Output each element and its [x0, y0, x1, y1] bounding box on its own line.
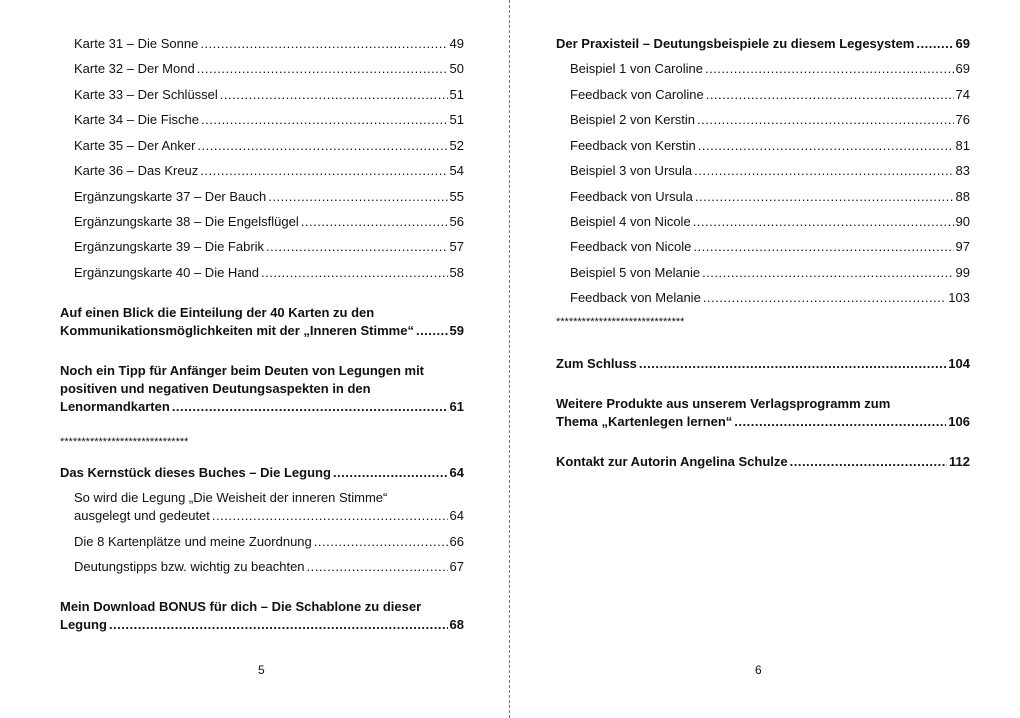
toc-entry-page: 52: [449, 138, 464, 153]
toc-entry-page: 104: [948, 356, 970, 371]
left-page: [0, 0, 509, 718]
toc-entry[interactable]: [74, 238, 464, 256]
toc-entry-page: 99: [955, 265, 970, 280]
dot-leader: [702, 264, 953, 282]
toc-entry-page: 64: [449, 465, 464, 480]
toc-heading-line: Lenormandkarten: [60, 399, 170, 414]
toc-entry[interactable]: [570, 111, 970, 129]
toc-entry-label: Feedback von Nicole: [570, 239, 692, 254]
toc-entry[interactable]: [570, 213, 970, 231]
toc-entry-page: 74: [955, 87, 970, 102]
dot-leader: [109, 616, 448, 634]
toc-heading-practice[interactable]: [556, 35, 970, 53]
toc-entry[interactable]: [570, 188, 970, 206]
toc-heading-label: Zum Schluss: [556, 356, 637, 371]
toc-entry[interactable]: [74, 35, 464, 53]
toc-entry-label: Ergänzungskarte 37 – Der Bauch: [74, 189, 267, 204]
dot-leader: [693, 213, 954, 231]
toc-entry-label: Feedback von Melanie: [570, 290, 701, 305]
toc-entry-label: Feedback von Ursula: [570, 189, 693, 204]
toc-entry-label: Beispiel 4 von Nicole: [570, 214, 691, 229]
toc-entry-page: 88: [955, 189, 970, 204]
right-page: [510, 0, 1020, 718]
toc-entry-page: 97: [955, 239, 970, 254]
toc-entry-page: 67: [449, 559, 464, 574]
toc-entry-page: 103: [948, 290, 970, 305]
toc-entry-label: Karte 35 – Der Anker: [74, 138, 196, 153]
toc-entry[interactable]: [570, 86, 970, 104]
toc-entry-page: 81: [955, 138, 970, 153]
toc-entry[interactable]: [570, 264, 970, 282]
toc-entry-page: 76: [955, 112, 970, 127]
toc-heading-line: Noch ein Tipp für Anfänger beim Deuten von Legungen mit: [60, 363, 425, 378]
toc-entry[interactable]: [74, 162, 464, 180]
dot-leader: [266, 238, 447, 256]
toc-entry-label: Feedback von Caroline: [570, 87, 704, 102]
toc-entry-page: 64: [449, 508, 464, 523]
toc-heading-label: Kontakt zur Autorin Angelina Schulze: [556, 454, 788, 469]
dot-leader: [705, 60, 954, 78]
dot-leader: [220, 86, 448, 104]
toc-entry[interactable]: [570, 60, 970, 78]
dot-leader: [301, 213, 448, 231]
toc-entry[interactable]: [570, 238, 970, 256]
dot-leader: [734, 413, 946, 431]
toc-entry[interactable]: [74, 137, 464, 155]
toc-entry-page: 55: [449, 189, 464, 204]
dot-leader: [703, 289, 946, 307]
toc-entry-page: 69: [955, 36, 970, 51]
toc-entry-label: Ergänzungskarte 38 – Die Engelsflügel: [74, 214, 299, 229]
dot-leader: [212, 507, 448, 525]
toc-entry-label: Karte 32 – Der Mond: [74, 61, 195, 76]
dot-leader: [693, 238, 953, 256]
toc-entry-page: 106: [948, 414, 970, 429]
toc-heading-contact[interactable]: [556, 453, 970, 471]
toc-entry-laid-out[interactable]: [74, 489, 464, 525]
toc-entry-page: 57: [449, 239, 464, 254]
dot-leader: [697, 111, 954, 129]
dot-leader: [201, 111, 448, 129]
toc-entry-label: Deutungstipps bzw. wichtig zu beachten: [74, 559, 305, 574]
toc-entry-label: Feedback von Kerstin: [570, 138, 696, 153]
toc-heading-line: positiven und negativen Deutungsaspekten in den: [60, 381, 371, 396]
toc-entry[interactable]: [570, 162, 970, 180]
toc-heading-conclusion[interactable]: [556, 355, 970, 373]
toc-entry[interactable]: [570, 137, 970, 155]
toc-heading-line: Mein Download BONUS für dich – Die Schablone zu dieser: [60, 599, 422, 614]
toc-entry-page: 69: [955, 61, 970, 76]
toc-heading-bonus[interactable]: [60, 598, 464, 634]
toc-entry[interactable]: [74, 213, 464, 231]
toc-entry-label: Ergänzungskarte 39 – Die Fabrik: [74, 239, 265, 254]
toc-entry-label: Karte 34 – Die Fische: [74, 112, 200, 127]
toc-entry-page: 58: [449, 265, 464, 280]
star-separator: ******************************: [60, 436, 189, 448]
toc-entry-page: 54: [449, 163, 464, 178]
dot-leader: [706, 86, 954, 104]
toc-entry[interactable]: [74, 533, 464, 551]
dot-leader: [200, 35, 447, 53]
dot-leader: [268, 188, 447, 206]
toc-entry-line: ausgelegt und gedeutet: [74, 508, 210, 523]
toc-entry-page: 61: [449, 399, 464, 414]
star-separator: ******************************: [556, 316, 685, 328]
dot-leader: [172, 398, 448, 416]
dot-leader: [639, 355, 946, 373]
toc-entry-label: Ergänzungskarte 40 – Die Hand: [74, 265, 260, 280]
dot-leader: [200, 162, 447, 180]
toc-heading-line: Legung: [60, 617, 107, 632]
toc-entry[interactable]: [74, 111, 464, 129]
toc-heading-line: Weitere Produkte aus unserem Verlagsprogramm zum: [556, 396, 891, 411]
page-number: 5: [258, 663, 265, 677]
toc-entry-page: 56: [449, 214, 464, 229]
toc-entry-page: 83: [955, 163, 970, 178]
toc-entry-label: Beispiel 5 von Melanie: [570, 265, 701, 280]
dot-leader: [197, 60, 448, 78]
toc-heading-line: Auf einen Blick die Einteilung der 40 Karten zu den: [60, 305, 375, 320]
toc-entry-page: 51: [449, 112, 464, 127]
toc-heading-label: Der Praxisteil – Deutungsbeispiele zu diesem Legesystem: [556, 36, 915, 51]
toc-entry[interactable]: [74, 86, 464, 104]
toc-heading-label: Das Kernstück dieses Buches – Die Legung: [60, 465, 331, 480]
toc-entry-label: Karte 36 – Das Kreuz: [74, 163, 199, 178]
dot-leader: [695, 188, 954, 206]
toc-entry-page: 59: [449, 323, 464, 338]
dot-leader: [333, 464, 448, 482]
toc-heading-line: Thema „Kartenlegen lernen“: [556, 414, 733, 429]
toc-entry-line: So wird die Legung „Die Weisheit der inneren Stimme“: [74, 490, 388, 505]
toc-heading-line: Kommunikationsmöglichkeiten mit der „Inneren Stimme“: [60, 323, 414, 338]
toc-entry-page: 49: [449, 36, 464, 51]
toc-heading-tip[interactable]: [60, 362, 464, 416]
toc-heading-products[interactable]: [556, 395, 970, 431]
toc-heading-overview[interactable]: [60, 304, 464, 340]
toc-entry[interactable]: [74, 60, 464, 78]
toc-entry-page: 51: [449, 87, 464, 102]
page-number: 6: [755, 663, 762, 677]
toc-heading-core[interactable]: [60, 464, 464, 482]
dot-leader: [197, 137, 447, 155]
dot-leader: [416, 322, 448, 340]
dot-leader: [916, 35, 953, 53]
toc-entry[interactable]: [74, 188, 464, 206]
toc-entry-label: Die 8 Kartenplätze und meine Zuordnung: [74, 534, 312, 549]
toc-entry[interactable]: [570, 289, 970, 307]
dot-leader: [307, 558, 448, 576]
toc-entry[interactable]: [74, 558, 464, 576]
toc-entry-label: Beispiel 1 von Caroline: [570, 61, 703, 76]
toc-entry-page: 112: [949, 454, 970, 469]
dot-leader: [698, 137, 954, 155]
toc-entry-label: Karte 31 – Die Sonne: [74, 36, 199, 51]
toc-entry-label: Beispiel 2 von Kerstin: [570, 112, 696, 127]
toc-entry-label: Karte 33 – Der Schlüssel: [74, 87, 218, 102]
toc-entry-page: 68: [449, 617, 464, 632]
dot-leader: [694, 162, 953, 180]
toc-entry-page: 50: [449, 61, 464, 76]
dot-leader: [314, 533, 448, 551]
dot-leader: [790, 453, 947, 471]
toc-entry-page: 90: [955, 214, 970, 229]
dot-leader: [261, 264, 448, 282]
toc-entry[interactable]: [74, 264, 464, 282]
toc-entry-label: Beispiel 3 von Ursula: [570, 163, 693, 178]
toc-entry-page: 66: [449, 534, 464, 549]
